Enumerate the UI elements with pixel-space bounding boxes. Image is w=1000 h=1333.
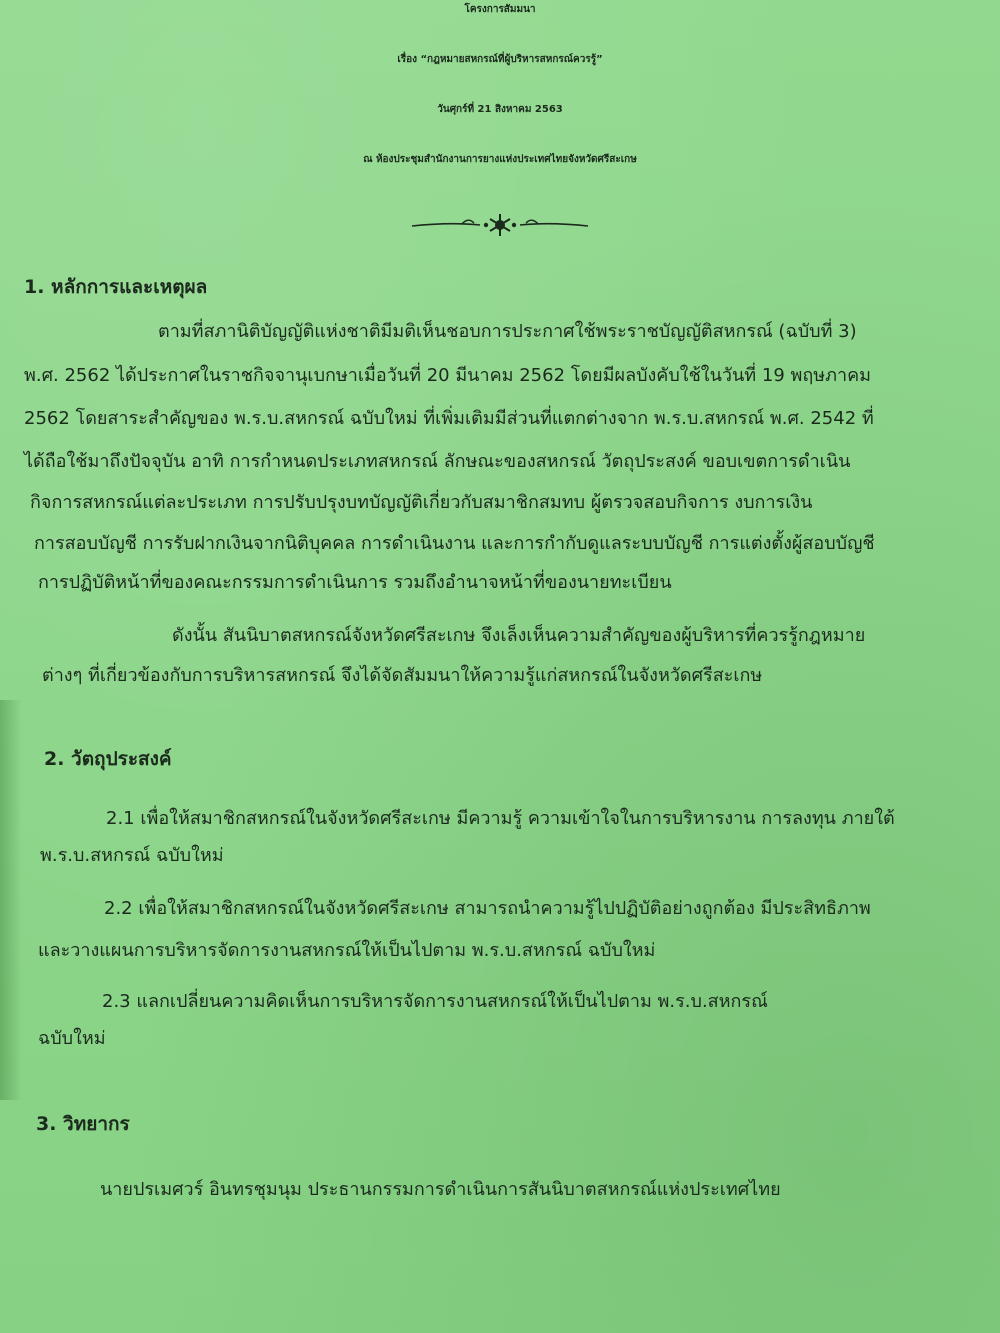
seminar-venue: ณ ห้องประชุมสำนักงานการยางแห่งประเทศไทยจังหวัดศรีสะเกษ bbox=[363, 154, 637, 165]
rationale-line: ตามที่สภานิติบัญญัติแห่งชาติมีมติเห็นชอบการประกาศใช้พระราชบัญญัติสหกรณ์ (ฉบับที่ 3) bbox=[158, 321, 857, 342]
page-edge-shadow bbox=[0, 700, 22, 1100]
rationale-line: พ.ศ. 2562 ได้ประกาศในราชกิจจานุเบกษาเมื่อวันที่ 20 มีนาคม 2562 โดยมีผลบังคับใช้ในวันที่ 19 พฤษภาคม bbox=[24, 365, 872, 386]
rationale-line: การปฏิบัติหน้าที่ของคณะกรรมการดำเนินการ รวมถึงอำนาจหน้าที่ของนายทะเบียน bbox=[38, 572, 672, 593]
objective-line: พ.ร.บ.สหกรณ์ ฉบับใหม่ bbox=[40, 845, 224, 866]
conclusion-line: ต่างๆ ที่เกี่ยวข้องกับการบริหารสหกรณ์ จึงได้จัดสัมมนาให้ความรู้แก่สหกรณ์ในจังหวัดศรีสะเกษ bbox=[42, 665, 763, 686]
section-heading-speaker: 3. วิทยากร bbox=[36, 1113, 130, 1135]
project-title: โครงการสัมมนา bbox=[464, 4, 536, 15]
objective-line: 2.2 เพื่อให้สมาชิกสหกรณ์ในจังหวัดศรีสะเกษ สามารถนำความรู้ไปปฏิบัติอย่างถูกต้อง มีประสิทธิภาพ bbox=[104, 898, 871, 919]
seminar-topic: เรื่อง “กฎหมายสหกรณ์ที่ผู้บริหารสหกรณ์ควรรู้” bbox=[397, 54, 603, 65]
objective-line: ฉบับใหม่ bbox=[38, 1028, 106, 1049]
speaker-line: นายปรเมศวร์ อินทรชุมนุม ประธานกรรมการดำเนินการสันนิบาตสหกรณ์แห่งประเทศไทย bbox=[100, 1179, 781, 1200]
section-heading-rationale: 1. หลักการและเหตุผล bbox=[24, 276, 208, 298]
rationale-line: 2562 โดยสาระสำคัญของ พ.ร.บ.สหกรณ์ ฉบับใหม่ ที่เพิ่มเติมมีส่วนที่แตกต่างจาก พ.ร.บ.สหกรณ์ พ.ศ. 2542 ที่ bbox=[24, 408, 874, 429]
conclusion-line: ดังนั้น สันนิบาตสหกรณ์จังหวัดศรีสะเกษ จึงเล็งเห็นความสำคัญของผู้บริหารที่ควรรู้กฎหมาย bbox=[172, 625, 866, 646]
objective-line: และวางแผนการบริหารจัดการงานสหกรณ์ให้เป็นไปตาม พ.ร.บ.สหกรณ์ ฉบับใหม่ bbox=[38, 940, 656, 961]
objective-line: 2.3 แลกเปลี่ยนความคิดเห็นการบริหารจัดการงานสหกรณ์ให้เป็นไปตาม พ.ร.บ.สหกรณ์ bbox=[102, 991, 768, 1012]
rationale-line: กิจการสหกรณ์แต่ละประเภท การปรับปรุงบทบัญญัติเกี่ยวกับสมาชิกสมทบ ผู้ตรวจสอบกิจการ งบการเงิน bbox=[30, 492, 813, 513]
flourish-divider-icon bbox=[410, 208, 590, 242]
objective-line: 2.1 เพื่อให้สมาชิกสหกรณ์ในจังหวัดศรีสะเกษ มีความรู้ ความเข้าใจในการบริหารงาน การลงทุน ภายใต้ bbox=[106, 808, 895, 829]
section-heading-objectives: 2. วัตถุประสงค์ bbox=[44, 748, 172, 770]
rationale-line: การสอบบัญชี การรับฝากเงินจากนิติบุคคล การดำเนินงาน และการกำกับดูแลระบบบัญชี การแต่งตั้งผู้สอบบัญชี bbox=[34, 533, 875, 554]
rationale-line: ได้ถือใช้มาถึงปัจจุบัน อาทิ การกำหนดประเภทสหกรณ์ ลักษณะของสหกรณ์ วัตถุประสงค์ ขอบเขตการดำเนิน bbox=[24, 451, 851, 472]
seminar-date: วันศุกร์ที่ 21 สิงหาคม 2563 bbox=[437, 104, 563, 115]
